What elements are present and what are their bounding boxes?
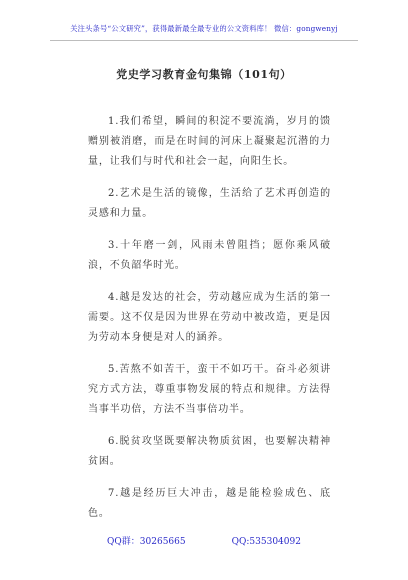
- paragraph: 4.越是发达的社会，劳动越应成为生活的第一需要。这不仅是因为世界在劳动中被改造，更是因为劳动本身便是对人的涵养。: [88, 292, 331, 343]
- paragraph: 5.苦熬不如苦干，蛮干不如巧干。奋斗必须讲究方式方法，尊重事物发展的特点和规律。方法得当事半功倍，方法不当事倍功半。: [88, 364, 331, 415]
- footer-qq: QQ:535304092: [231, 537, 301, 547]
- header-divider: [50, 40, 358, 41]
- document-title: 党史学习教育金句集锦（101句）: [116, 68, 292, 81]
- document-body: [88, 112, 331, 536]
- footer-qq-group: QQ群：30265665: [107, 537, 186, 547]
- paragraph: 1.我们希望，瞬间的积淀不要流淌，岁月的馈赠别被消磨，而是在时间的河床上凝聚起沉潜的力量，让我们与时代和社会一起，向阳生长。: [88, 116, 331, 167]
- paragraph: 6.脱贫攻坚既要解决物质贫困，也要解决精神贫困。: [88, 436, 331, 467]
- paragraph: 2.艺术是生活的镜像，生活给了艺术再创造的灵感和力量。: [88, 188, 331, 219]
- footer-contact: [0, 534, 408, 547]
- header-notice: 关注头条号“公文研究”，获得最新最全最专业的公文资料库！ 微信：gongwenyj: [70, 24, 338, 33]
- paragraph: 7.越是经历巨大冲击，越是能检验成色、底色。: [88, 488, 331, 519]
- paragraph: 3.十年磨一剑，风雨未曾阻挡；愿你乘风破浪，不负韶华时光。: [88, 240, 331, 271]
